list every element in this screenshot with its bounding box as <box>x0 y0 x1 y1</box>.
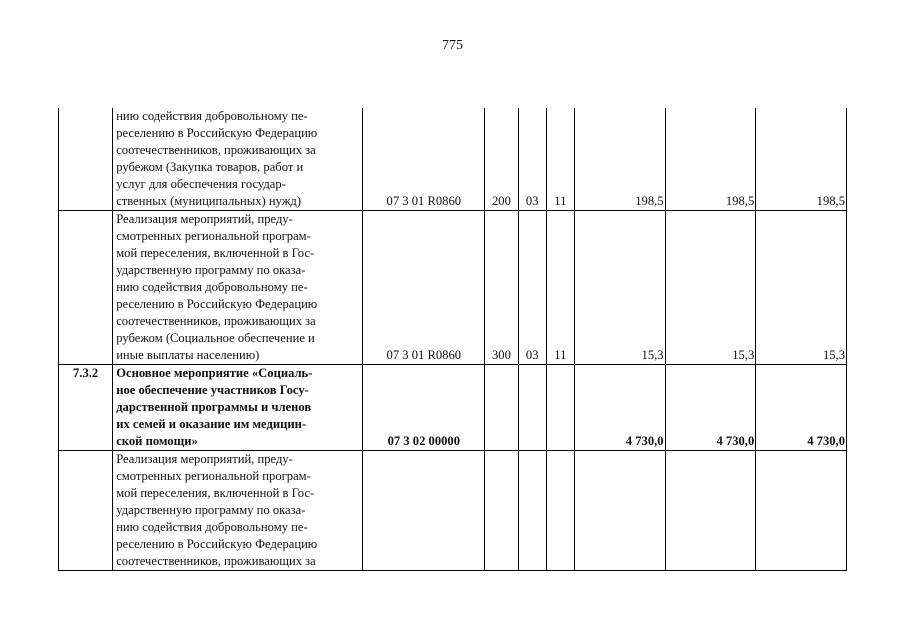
expense-type-code <box>485 365 518 451</box>
target-article-code: 07 3 01 R0860 <box>363 108 485 211</box>
amount-year-3 <box>756 451 847 571</box>
expense-type-code: 300 <box>485 211 518 365</box>
amount-year-3: 4 730,0 <box>756 365 847 451</box>
section-code <box>518 365 546 451</box>
row-name: Реализация мероприятий, преду- смотренных региональной програм- мой переселения, включенной в Гос- ударственную программу по оказа- нию содействия добровольному пе- реселению в Российскую Федерацию соотечественников, проживающих за <box>113 451 363 571</box>
amount-year-1: 4 730,0 <box>574 365 665 451</box>
section-code <box>518 451 546 571</box>
row-name: нию содействия добровольному пе- реселению в Российскую Федерацию соотечественников, проживающих за рубежом (Закупка товаров, работ и услуг для обеспечения государ- ственных (муниципальных) нужд) <box>113 108 363 211</box>
table-row <box>59 365 847 451</box>
table-row <box>59 108 847 211</box>
amount-year-2: 4 730,0 <box>665 365 756 451</box>
target-article-code <box>363 451 485 571</box>
amount-year-1 <box>574 451 665 571</box>
amount-year-1: 198,5 <box>574 108 665 211</box>
subsection-code: 11 <box>546 211 574 365</box>
amount-year-2: 198,5 <box>665 108 756 211</box>
section-code: 03 <box>518 211 546 365</box>
amount-year-2 <box>665 451 756 571</box>
expense-type-code: 200 <box>485 108 518 211</box>
subsection-code: 11 <box>546 108 574 211</box>
table-row <box>59 451 847 571</box>
row-number: 7.3.2 <box>59 365 113 451</box>
amount-year-3: 198,5 <box>756 108 847 211</box>
subsection-code <box>546 365 574 451</box>
expense-type-code <box>485 451 518 571</box>
amount-year-3: 15,3 <box>756 211 847 365</box>
budget-table <box>58 108 847 571</box>
row-number <box>59 108 113 211</box>
row-number <box>59 211 113 365</box>
target-article-code: 07 3 02 00000 <box>363 365 485 451</box>
section-code: 03 <box>518 108 546 211</box>
amount-year-1: 15,3 <box>574 211 665 365</box>
target-article-code: 07 3 01 R0860 <box>363 211 485 365</box>
table-row <box>59 211 847 365</box>
subsection-code <box>546 451 574 571</box>
amount-year-2: 15,3 <box>665 211 756 365</box>
row-name: Основное мероприятие «Социаль- ное обеспечение участников Госу- дарственной программы и членов их семей и оказание им медицин- ской помощи» <box>113 365 363 451</box>
row-number <box>59 451 113 571</box>
page-number: 775 <box>442 38 463 53</box>
row-name: Реализация мероприятий, преду- смотренных региональной програм- мой переселения, включенной в Гос- ударственную программу по оказа- нию содействия добровольному пе- реселению в Российскую Федерацию соотечественников, проживающих за рубежом (Социальное обеспечение и иные выплаты населению) <box>113 211 363 365</box>
